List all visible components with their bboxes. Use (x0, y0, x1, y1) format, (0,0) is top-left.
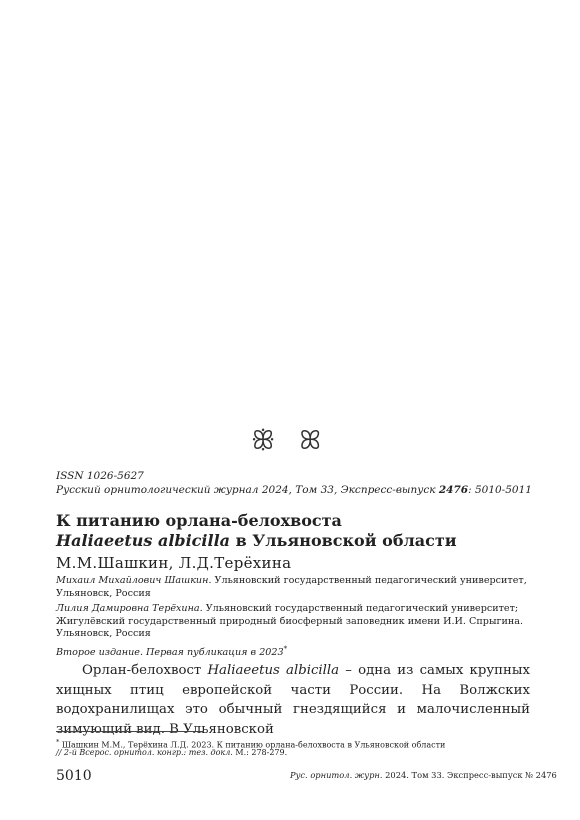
edition-text: Второе издание. Первая публикация в 2023 (56, 647, 284, 659)
article-body (56, 661, 530, 739)
affiliation-2 (56, 603, 536, 641)
body-species-name: Haliaeetus albicilla (207, 663, 340, 678)
affiliation-city: Ульяновск, Россия (56, 587, 151, 599)
running-head-issue: 2024. Том 33. Экспресс-выпуск № 2476 (382, 770, 557, 780)
article-title (56, 511, 457, 551)
affiliation-text: . Ульяновский государственный педагогический университет; (199, 603, 519, 614)
title-line-2 (56, 531, 457, 551)
title-line-1: К питанию орлана-белохвоста (56, 511, 342, 530)
affiliation-1 (56, 575, 536, 600)
page-number: 5010 (56, 768, 92, 784)
body-text-start: Орлан-белохвост (82, 663, 208, 678)
title-line-2-rest: в Ульяновской области (230, 531, 457, 550)
body-paragraph (56, 661, 530, 739)
running-head-journal: Рус. орнитол. журн. (290, 770, 383, 780)
affiliation-author-name: Михаил Михайлович Шашкин (56, 575, 209, 586)
edition-footnote-mark: * (283, 645, 288, 653)
journal-citation-prefix: Русский орнитологический журнал 2024, Том 33, Экспресс-выпуск (56, 484, 439, 496)
affiliation-text: . Ульяновский государственный педагогический университет, (208, 575, 527, 586)
footnote-mark: * (56, 738, 60, 746)
affiliation-reserve: Жигулёвский государственный природный биосферный заповедник имени И.И. Спрыгина. (56, 615, 524, 627)
affiliation-author-name: Лилия Дамировна Терёхина (56, 603, 200, 614)
footnote-divider (56, 731, 204, 732)
issn: ISSN 1026-5627 (56, 470, 144, 482)
running-head (290, 770, 557, 780)
journal-citation (56, 484, 532, 496)
footnote-pages: М.: 278-279. (232, 748, 288, 757)
section-ornament: ꕥ ꕤ (250, 426, 330, 456)
footnote-citation: Шашкин М.М., Терёхина Л.Д. 2023. К питанию орлана-белохвоста в Ульяновской области (59, 740, 446, 750)
page-range: : 5010-5011 (468, 484, 532, 496)
body-text-rest: – одна из самых крупных хищных птиц европейской части России. На Волжских водохранилищах это обычный гнездящийся и малочисленный зимующий вид. В Ульяновской (56, 663, 530, 737)
issue-number: 2476 (438, 484, 469, 496)
edition-note (56, 645, 287, 658)
footnote-source: // 2-й Всерос. орнитол. конгр.: тез. докл. (56, 748, 233, 757)
affiliation-city: Ульяновск, Россия (56, 628, 151, 639)
footnote-line-2 (56, 748, 287, 758)
authors: М.М.Шашкин, Л.Д.Терёхина (56, 554, 292, 572)
title-species-name: Haliaeetus albicilla (56, 531, 231, 550)
